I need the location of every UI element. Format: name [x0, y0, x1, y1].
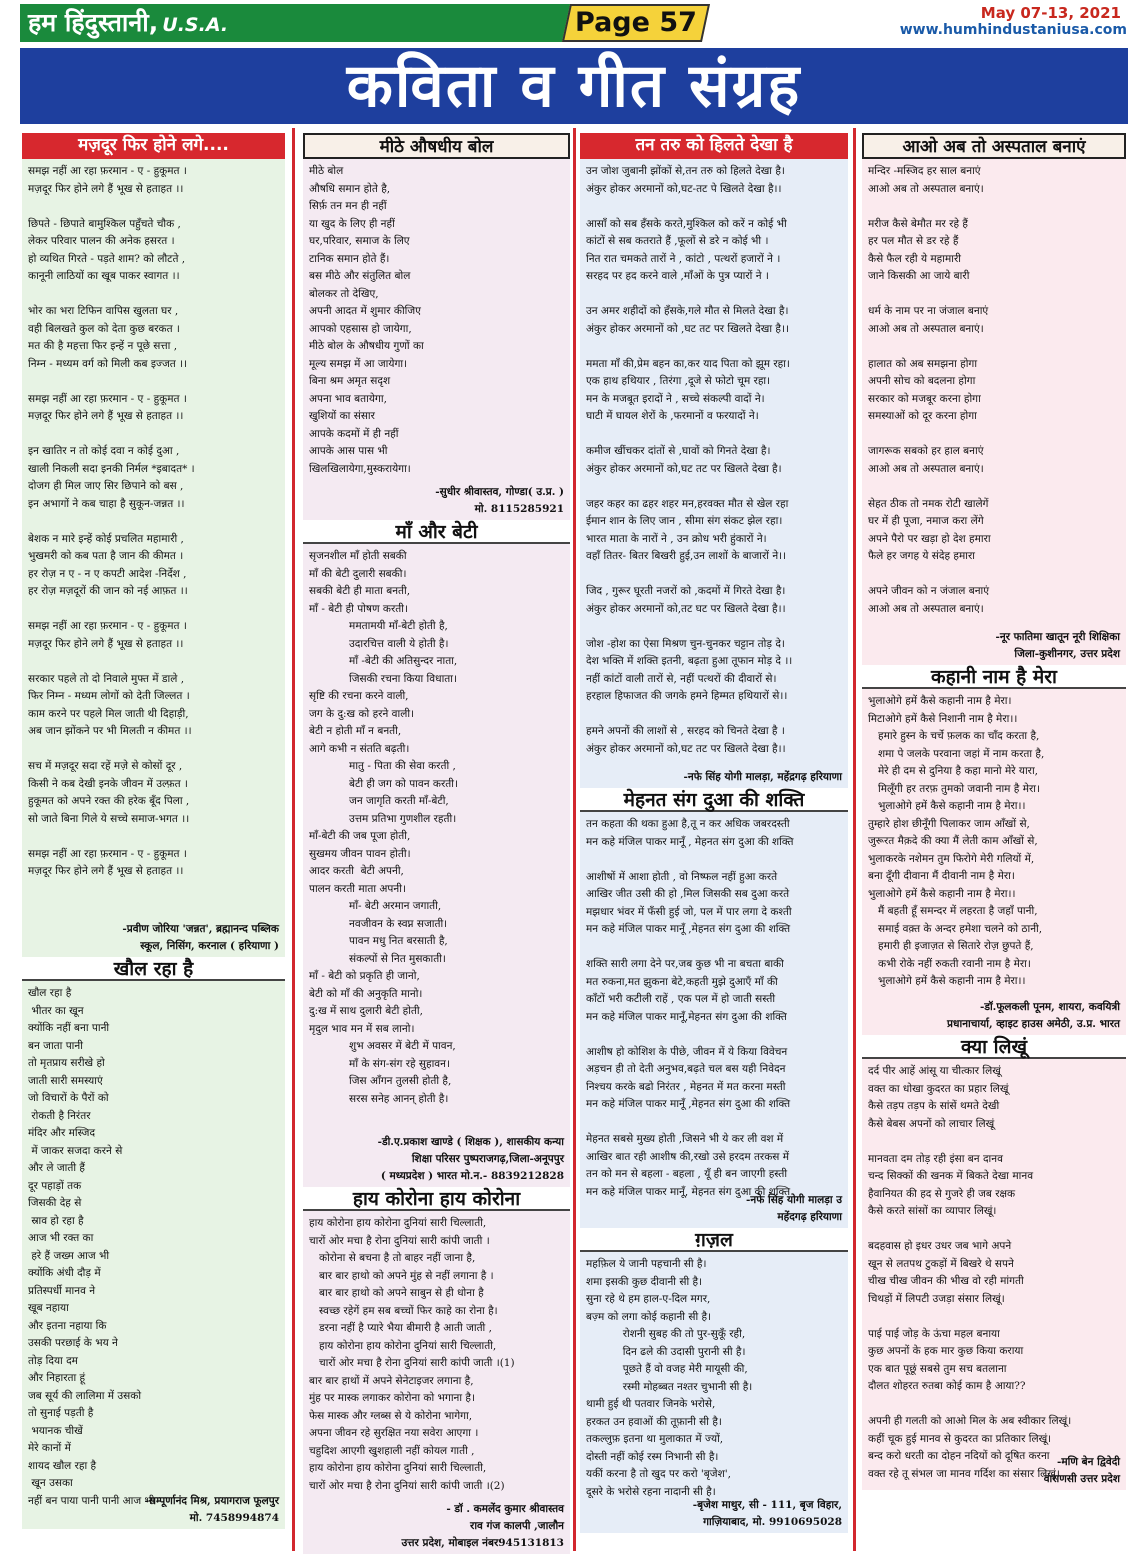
poem-author: -बृजेश माथुर, सी - 111, बृज विहार, गाज़ियाबाद, मो. 9910695028: [580, 1497, 848, 1533]
masthead: [0, 0, 1135, 46]
poem-body: मन्दिर -मस्जिद हर साल बनाएं आओ अब तो अस्पताल बनाएं। मरीज कैसे बेमौत मर रहे हैं हर पल मौत से डर रहे हैं कैसे फैल रही ये महामारी जाने किसकी आ जाये बारी धर्म के नाम पर ना जंजाल बनाएं आओ अब तो अस्पताल बनाएं। हालात को अब समझना होगा अपनी सोच को बदलना होगा सरकार को मजबूर करना होगा समस्याओं को दूर करना होगा जागरूक सबको हर हाल बनाएं आओ अब तो अस्पताल बनाएं। सेहत ठीक तो नमक रोटी खालेगें घर में ही पूजा, नमाज करा लेंगे अपने पैरो पर खड़ा हो देश हमारा फैले हर जगह ये संदेह हमारा अपने जीवन को न जंजाल बनाएं आओ अब तो अस्पताल बनाएं।: [862, 159, 1126, 629]
poem-body: दर्द पीर आहें आंसू या चीत्कार लिखूं वक्त का धोखा कुदरत का प्रहार लिखूं कैसे तड़प तड़प के सांसें थमते देखी कैसे बेबस अपनों को लाचार लिखूं मानवता दम तोड़ रही इंसा बन दानव चन्द सिक्कों की खनक में बिकते देखा मानव हैवानियत की हद से गुजरे ही जब रक्षक कैसे करते सांसों का व्यापार लिखूं। बदहवास हो इधर उधर जब भागे अपने खून से लतपथ टुकड़ों में बिखरे थे सपने चीख चीख जीवन की भीख वो रही मांगती चिथड़ों में लिपटी उजड़ा संसार लिखूं। पाई पाई जोड़ के ऊंचा महल बनाया कुछ अपनों के हक मार कुछ किया कराया एक बात पूछूं सबसे तुम सच बतलाना दौलत शोहरत रुतबा कोई काम है आया?? अपनी ही गलती को आओ मिल के अब स्वीकार लिखूं। कहीं चूक हुई मानव से कुदरत का प्रतिकार लिखूं। बन्द करो धरती का दोहन नदियों को दूषित करना वक्त रहे तू संभल जा मानव गर्दिश का संसार: [862, 1059, 1126, 1454]
poem-author: -नफे सिंह योगी मालड़ा उ महेंदगढ़ हरियाणा: [580, 1192, 848, 1228]
poem-title: मीठे औषधीय बोल: [303, 133, 570, 159]
poem-title: माँ और बेटी: [303, 520, 570, 544]
poem-khaul-raha-hai: [22, 957, 285, 1529]
poem-title: ग़ज़ल: [580, 1228, 848, 1252]
poem-author: -प्रवीण जोरिया 'जन्नत', ब्रह्मानन्द पब्लिक स्कूल, निसिंग, करनाल ( हरियाणा ): [22, 921, 285, 957]
page-banner-title: कविता व गीत संग्रह: [20, 48, 1128, 124]
poem-ghazal: [580, 1228, 848, 1533]
poem-body: खौल रहा है भीतर का खून क्योंकि नहीं बना पानी बन जाता पानी तो मृतप्राय सरीखे हो जाती सारी समस्याएं जो विचारों के पैरों को रोकती है निरंतर मंदिर और मस्जिद में जाकर सजदा करने से और ले जाती हैं दूर पहाड़ों तक जिसकी देह से स्राव हो रहा है आज भी रक्त का हरे हैं जख्म आज भी क्योंकि अंधी दौड़ में प्रतिस्पर्धी मानव ने खूब नहाया और इतना नहाया कि उसकी परछाई के भय ने तोड़ दिया दम और निहारता हूं जब सूर्य की लालिमा में उसको तो सुनाई पड़ती है भयानक चीखें मेरे कानों में शायद खौल रहा है खून उसका नहीं बन पाया पानी पानी आज: [22, 981, 285, 1493]
poem-meethe-bol: [303, 133, 570, 520]
poem-majdoor: [22, 133, 285, 957]
poem-body: मीठे बोल औषधि समान होते है, सिर्फ़ तन मन ही नहीं या खुद के लिए ही नहीं घर,परिवार, समाज के लिए टानिक समान होते हैं। बस मीठे और संतुलित बोल बोलकर तो देखिए, अपनी आदत में शुमार कीजिए आपको एहसास हो जायेगा, मीठे बोल के औषधीय गुणों का मूल्य समझ में आ जायेगा। बिना श्रम अमृत सदृश अपना भाव बतायेगा, खुशियों का संसार आपके कदमों में ही नहीं आपके आस पास भी खिलखिलायेगा,मुस्करायेगा।: [303, 159, 570, 484]
poem-title: कहानी नाम है मेरा: [862, 665, 1126, 689]
poem-aspatal-banayein: [862, 133, 1126, 665]
poem-body: समझ नहीं आ रहा फ़रमान - ए - हुकूमत । मज़दूर फिर होने लगे हैं भूख से हताहत ।। छिपते - छिपाते बामुश्किल पहुँचते चौक , लेकर परिवार पालन की अनेक हसरत । हो व्यथित गिरते - पड़ते शाम? को लौटते , कानूनी लाठियों का खूब पाकर स्वागत ।। भोर का भरा टिफिन वापिस खुलता घर , वही बिलखते कुल को देता कुछ बरकत । मत की है महत्ता फिर इन्हें न पूछे सत्ता , निम्न - मध्यम वर्ग को मिली कब इज्जत ।। समझ नहीं आ रहा फ़रमान - ए - हुकूमत । मज़दूर फिर होने लगे हैं भूख से हताहत ।। इन खातिर न तो कोई दवा न कोई दुआ , खाली निकली सदा इनकी निर्मल *इबादत* । दोजग ही मिल जाए सिर छिपाने को बस , इन अभागों ने कब चाहा है सुकून-जन्नत ।। बेशक न मारे इन्हें कोई प्रचलित महामारी , भुखमरी को कब पता है जान की कीमत । हर रोज़ न ए - न ए कपटी आदेश -निर्देश , हर रोज़ मज़दूरों की जान को नई आफ़त ।। समझ नहीं आ रहा फ़रमान - ए - हुकूमत । मज़दूर फिर होने लगे हैं भूख से हताहत ।। सरकार पहले तो दो निवाले मुफ्त में डाले , फिर निम्न - मध्यम लोगों को देती जिल्लत । काम करने पर पहले मिल जाती थी दिहाड़ी, अब जान झोंकने पर भी मिलती न कीमत ।। सच में मज़दूर सदा रहें मज़े से कोसों दूर , किसी ने कब देखी इनके जीवन में उल्फ़त । हुकूमत को अपने रक्त की हरेक बूँद पिला , सो जाते बिना गिले ये सच्चे समाज-भगत ।। समझ नहीं आ रहा फ़रमान - ए - हुकूमत । मज़दूर फिर होने लगे हैं भूख से हताहत ।।: [22, 159, 285, 921]
poem-kya-likhun: [862, 1035, 1126, 1490]
column-divider: [853, 128, 856, 1551]
poem-author: -मणि बेन द्विवेदी वाराणसी उत्तर प्रदेश: [862, 1454, 1126, 1490]
poem-body: सृजनशील माँ होती सबकी माँ की बेटी दुलारी सबकी। सबकी बेटी ही माता बनती, माँ - बेटी ही पोषण करती। ममतामयी माँ-बेटी होती है, उदारचित्त वाली ये होती है। माँ -बेटी की अतिसुन्दर नाता, जिसकी रचना किया विधाता। सृष्टि की रचना करने वाली, जग के दु:ख को हरने वाली। बेटी न होती माँ न बनती, आगे कभी न संतति बढ़ती। मातु - पिता की सेवा करती , बेटी ही जग को पावन करती। जन जागृति करती माँ-बेटी, उत्तम प्रतिभा गुणशील रहती। माँ-बेटी की जब पूजा होती, सुखमय जीवन पावन होती। आदर करती बेटी अपनी, पालन करती माता अपनी। माँ- बेटी अरमान जगाती, नवजीवन के स्वप्न सजाती। पावन मधु नित बरसाती है, संकल्पों से नित मुसकाती। माँ - बेटी को प्रकृति ही जानो, बेटी को माँ की अनुकृति मानो। दु:ख में साथ दुलारी बेटी होती, मृदुल भाव मन में सब लानो। शुभ अवसर में बेटी में पावन, माँ के संग-संग रहे सुहावन। जिस आँगन तुलसी होती है, सरस सनेह आनन् होती है।: [303, 544, 570, 1134]
poem-author: -नूर फातिमा खातून नूरी शिक्षिका जिला-कुशीनगर, उत्तर प्रदेश: [862, 629, 1126, 665]
poem-kahani-naam: [862, 665, 1126, 1035]
page-number-tab: Page 57: [562, 4, 710, 42]
poem-title: आओ अब तो अस्पताल बनाएं: [862, 133, 1126, 159]
poem-body: तन कहता की थका हुआ है,तू न कर अधिक जबरदस्ती मन कहे मंजिल पाकर मानूँ , मेहनत संग दुआ की शक्ति आशीषों में आशा होती , वो निष्फल नहीं हुआ करते आखिर जीत उसी की हो ,मिल जिसकी सब दुआ करते मझधार भंवर में फँसी हुई जो, पल में पार लगा दे कश्ती मन कहे मंजिल पाकर मानूँ ,मेहनत संग दुआ की शक्ति शक्ति सारी लगा देने पर,जब कुछ भी ना बचता बाकी मत रुकना,मत झुकना बेटे,कहती मुझे दुआएँ माँ की काँटों भरी कटीली राहें , एक पल में हो जाती सस्ती मन कहे मंजिल पाकर मानूँ,मेहनत संग दुआ की शक्ति आशीष हो कोशिश के पीछे, जीवन में ये किया विवेचन अड़चन ही तो देती अनुभव,बढ़ते चल बस यही निवेदन निश्चय करके बढो निरंतर , मेहनत में मत करना मस्ती मन कहे मंजिल पाकर मानूँ ,मेहनत संग दुआ की शक्ति मेहनत सबसे मुख्य होती ,जिसने भी ये कर ली वश में आखिर बात रही आशीष की,रखो उसे हरदम तरकस में तन को मन से बहला - बहला , यूँ ही बन जाएगी हस्ती मन कहे मंजिल पाकर मानूँ, मेहनत संग दुआ: [580, 812, 848, 1192]
column-3: [580, 133, 848, 1547]
issue-date: May 07-13, 2021: [980, 4, 1121, 22]
poem-haay-corona: [303, 1187, 570, 1554]
poem-body: उन जोश जुबानी झोंकों से,तन तरु को हिलते देखा है। अंकुर होकर अरमानों को,घट-तट पे खिलते देखा है।। आसाँ को सब हँसके करते,मुश्किल को करें न कोई भी कांटों से सब कतराते हैं ,फूलों से डरे न कोई भी । नित रात चमकते तारों ने , कांटो , पत्थरों हजारों ने । सरहद पर हद करने वाले ,माँओं के पुत्र प्यारों ने । उन अमर शहीदों को हँसके,गले मौत से मिलते देखा है। अंकुर होकर अरमानों को ,घट तट पर खिलते देखा है।। ममता माँ की,प्रेम बहन का,कर याद पिता को झूम रहा। एक हाथ हथियार , तिरंगा ,दूजे से फोटो चूम रहा। मन के मजबूत इरादों ने , सच्चे संकल्पी वादों ने। घाटी में घायल शेरों के ,फरमानों व फरयादों ने। कमीज खींचकर दांतों से ,घावों को गिनते देखा है। अंकुर होकर अरमानों को,घट तट पर खिलते देखा है। जहर कहर का ढहर शहर मन,हरवक्त मौत से खेल रहा ईमान शान के लिए जान , सीमा संग संकट झेल रहा। भारत माता के नारों ने , उन क्रोध भरी हुंकारों ने। वहाँ तितर- बितर बिखरी हुई,उन लाशों के बाजारों ने।। जिद , गुरूर घूरती नजरों को ,कदमों में गिरते देखा है। अंकुर होकर अरमानों को,तट घट पर खिलते देखा है।। जोश -होश का ऐसा मिश्रण चुन-चुनकर चट्टान तोड़ दे। देश भक्ति में शक्ति इतनी, बढ़ता हुआ तूफान मोड़ दे ।। नहीं कांटों वाली तारों से, नहीं पत्थरों की दीवारों से। हरहाल हिफाजत की जगके हमने हिम्मत हथियारों से।। हमने अपनों की लाशों से , सरहद को चिनते देखा है । अंकुर होकर अरमानों को,घट तट पर खिलते देखा है।।: [580, 159, 848, 769]
poem-author: -सम्पूर्णानंद मिश्र, प्रयागराज फूलपुर मो. 7458994874: [22, 1493, 285, 1529]
poem-author: -सुधीर श्रीवास्तव, गोण्डा( उ.प्र. ) मो. 8115285921: [303, 484, 570, 520]
poem-tan-taru: [580, 133, 848, 788]
poem-title: तन तरु को हिलते देखा है: [580, 133, 848, 159]
poem-title: क्या लिखूं: [862, 1035, 1126, 1059]
poem-title: मज़दूर फिर होने लगे....: [22, 133, 285, 159]
poem-maa-aur-beti: [303, 520, 570, 1187]
poem-title: हाय कोरोना हाय कोरोना: [303, 1187, 570, 1211]
column-divider: [292, 128, 295, 1551]
poem-body: भुलाओगे हमें कैसे कहानी नाम है मेरा। मिटाओगे हमें कैसे निशानी नाम है मेरा।। हमारे हुस्न के चर्चे फ़लक का चाँद करता है, शमा पे जलके परवाना जहां में नाम करता है, मेरे ही दम से दुनिया है कहा मानो मेरे यारा, मिलूँगी हर तरफ़ तुमको जवानी नाम है मेरा। भुलाओगे हमें कैसे कहानी नाम है मेरा।। तुम्हारे होश छीनूँगी पिलाकर जाम आँखों से, जुरूरत मैक़दे की क्या मैं लेती काम आँखों से, भुलाकरके नशेमन तुम फिरोगे मेरी गलियों में, बना दूँगी दीवाना मैं दीवानी नाम है मेरा। भुलाओगे हमें कैसे कहानी नाम है मेरा।। मैं बहती हूँ समन्दर में लहरता है जहाँ पानी, समाई वक़्त के अन्दर हमेशा चलने को ठानी, हमारी ही इजाज़त से सितारे रोज़ छुपते हैं, कभी रोके नहीं रुकती रवानी नाम है मेरा। भुलाओगे हमें कैसे कहानी नाम है मेरा।।: [862, 689, 1126, 999]
column-divider: [573, 128, 576, 1551]
poem-body: हाय कोरोना हाय कोरोना दुनियां सारी चिल्लाती, चारों ओर मचा है रोना दुनियां सारी कांपी जाती । कोरोना से बचना है तो बाहर नहीं जाना है, बार बार हाथो को अपने मुंह से नहीं लगाना है । बार बार हाथो को अपने साबुन से ही धोना है स्वच्छ रहेगें हम सब बच्चों फिर काहे का रोना है। डरना नहीं है प्यारे भैया बीमारी है आती जाती , हाय कोरोना हाय कोरोना दुनियां सारी चिल्लाती, चारों ओर मचा है रोना दुनियां सारी कांपी जाती ।(1) बार बार हाथों में अपने सेनेटाइजर लगाना है, मुंह पर मास्क लगाकर कोरोना को भगाना है। फेस मास्क और ग्लब्स से ये कोरोना भागेगा, अपना जीवन रहे सुरक्षित नया सवेरा आएगा । चहुदिश आएगी खुशहाली नहीं कोयल गाती , हाय कोरोना हाय कोरोना दुनियां सारी चिल्लाती, चारों ओर मचा है रोना दुनियां सारी कांपी जाती ।(2): [303, 1211, 570, 1501]
poem-title: मेहनत संग दुआ की शक्ति: [580, 788, 848, 812]
poem-author: -नफे सिंह योगी मालड़ा, महेंद्रगढ़ हरियाणा: [580, 769, 848, 788]
newspaper-name: हम हिंदुस्तानी, U.S.A.: [20, 4, 576, 42]
column-2: [303, 133, 570, 1547]
poem-author: - डॉ . कमलेंद कुमार श्रीवास्तव राव गंज कालपी ,जालौन उत्तर प्रदेश, मोबाइल नंबर945131813: [303, 1501, 570, 1554]
website-link[interactable]: www.humhindustaniusa.com: [899, 22, 1127, 38]
poem-title: खौल रहा है: [22, 957, 285, 981]
column-4: [862, 133, 1126, 1547]
poem-author: -डॉ.फूलकली पूनम, शायरा, कवयित्री प्रधानाचार्या, व्हाइट हाउस अमेठी, उ.प्र. भारत: [862, 999, 1126, 1035]
poem-author: -डी.ए.प्रकाश खाण्डे ( शिक्षक ), शासकीय कन्या शिक्षा परिसर पुष्पराजगढ़,जिला-अनूपपुर ( मध्यप्रदेश ) भारत मो.न.- 8839212828: [303, 1134, 570, 1187]
poem-mehnat-sang-dua: [580, 788, 848, 1228]
poem-body: महफ़िल ये जानी पहचानी सी है। शमा इसकी कुछ दीवानी सी है। सुना रहे थे हम हाल-ए-दिल मगर, बज़्म को लगा कोई कहानी सी है। रोशनी सुबह की तो पुर-सुकूँ रही, दिन ढले की उदासी पुरानी सी है। पूछते हैं वो वजह मेरी मायूसी की, रस्मी मोहब्बत नश्तर चुभानी सी है। थामी हुई थी पतवार जिनके भरोसे, हरकत उन हवाओं की तूफ़ानी सी है। तकल्लुफ़ इतना था मुलाकात में ज्यों, दोस्ती नहीं कोई रस्म निभानी सी है। यकीं करना है तो खुद पर करो 'बृजेश', दूसरे के भरोसे रहना नादानी सी है।: [580, 1252, 848, 1497]
column-1: [22, 133, 285, 1547]
